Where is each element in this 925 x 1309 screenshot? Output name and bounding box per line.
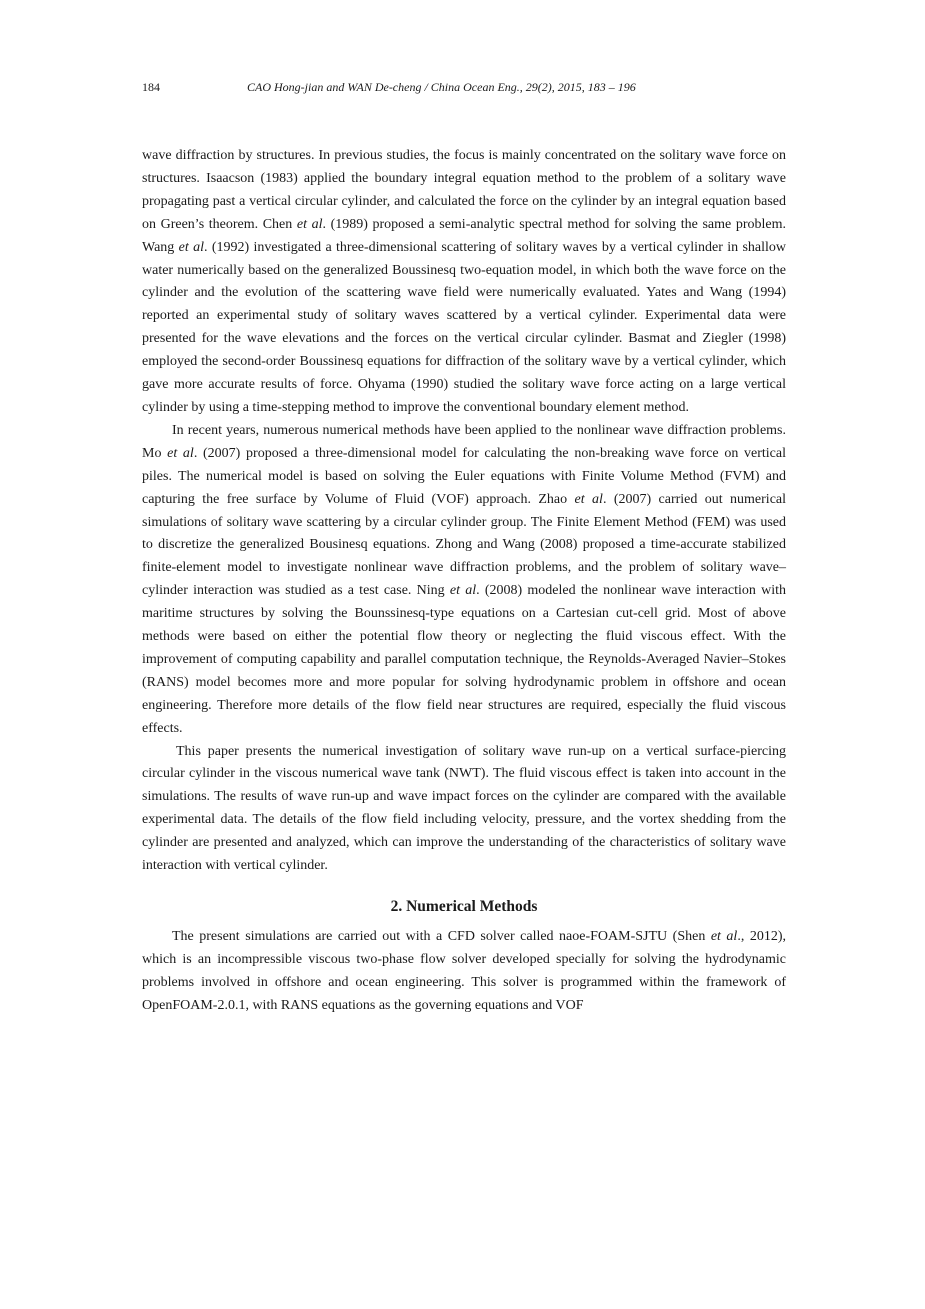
- italic-et-al: et al: [710, 929, 738, 944]
- page-number: 184: [142, 80, 160, 94]
- italic-et-al: et al: [296, 216, 323, 232]
- text-span: . (2007) proposed a three-dimensional model for calculating the non-breaking wave force on vertical piles. The numerical model is based on solving the Euler equations with Finite Volume Method (FVM) and capturing the free surface by Volume of Fluid (VOF) approach. Zhao: [142, 445, 786, 507]
- paragraph-prior-studies: [142, 145, 786, 420]
- journal-citation: CAO Hong-jian and WAN De-cheng / China Ocean Eng., 29(2), 2015, 183 – 196: [247, 80, 636, 94]
- italic-et-al: et al: [449, 583, 477, 599]
- text-span: . (1992) investigated a three-dimensional scattering of solitary waves by a vertical cylinder in shallow water numerically based on the generalized Boussinesq two-equation model, in which both the wave force on the cylinder and the evolution of the scattering wave field were numerically evaluated. Yates and Wang (1994) reported an experimental study of solitary waves scattered by a vertical cylinder. Experimental data were presented for the wave elevations and the forces on the vertical circular cylinder. Basmat and Ziegler (1998) employed the second-order Boussinesq equations for diffraction of the solitary wave by a vertical cylinder, which gave more accurate results of force. Ohyama (1990) studied the solitary wave force acting on a large vertical cylinder by using a time-stepping method to improve the conventional boundary element method.: [142, 239, 786, 415]
- text-span: wave diffraction by structures. In previous studies, the focus is mainly concentrated on the solitary wave force on structures. Isaacson (1983) applied the boundary integral equation method to the problem of a solitary wave propagating past a vertical circular cylinder, and calculated the force on the cylinder by an integral equation based on Green’s theorem. Chen: [142, 148, 786, 232]
- running-head: [142, 78, 786, 96]
- body-text: [142, 145, 786, 1018]
- text-span: In recent years, numerous numerical methods have been applied to the nonlinear wave diffraction problems. Mo: [142, 422, 786, 461]
- italic-et-al: et al: [574, 491, 603, 507]
- paragraph-paper-scope: [142, 741, 786, 878]
- paragraph-recent-methods: [142, 420, 786, 741]
- paragraph-numerical-methods: [142, 926, 786, 1018]
- text-span: The present simulations are carried out with a CFD solver called naoe-FOAM-SJTU (Shen: [172, 929, 711, 944]
- text-span: . (1989) proposed a semi-analytic spectral method for solving the same problem. Wang: [142, 216, 786, 255]
- text-span: . (2007) carried out numerical simulations of solitary wave scattering by a circular cylinder group. The Finite Element Method (FEM) was used to discretize the generalized Bousinesq equations. Zhong and Wang (2008) proposed a time-accurate stabilized finite-element model to investigate nonlinear wave diffraction problems, and the problem of solitary wave–cylinder interaction was studied as a test case. Ning: [142, 491, 787, 599]
- text-span: . (2008) modeled the nonlinear wave interaction with maritime structures by solving the Bounssinesq-type equations on a Cartesian cut-cell grid. Most of above methods were based on either the potential flow theory or neglecting the fluid viscous effect. With the improvement of computing capability and parallel computation technique, the Reynolds-Averaged Navier–Stokes (RANS) model becomes more and more popular for solving hydrodynamic problem in offshore and ocean engineering. Therefore more details of the flow field near structures are required, especially the fluid viscous effects.: [142, 583, 787, 736]
- section-heading: 2. Numerical Methods: [390, 898, 538, 915]
- italic-et-al: et al: [167, 445, 194, 461]
- text-span: This paper presents the numerical investigation of solitary wave run-up on a vertical surface-piercing circular cylinder in the viscous numerical wave tank (NWT). The fluid viscous effect is taken into account in the simulations. The results of wave run-up and wave impact forces on the cylinder are compared with the available experimental data. The details of the flow field including velocity, pressure, and the vortex shedding from the cylinder are presented and analyzed, which can improve the understanding of the characteristics of solitary wave interaction with vertical cylinder.: [142, 743, 786, 874]
- text-span: ., 2012), which is an incompressible viscous two-phase flow solver developed specially for solving the hydrodynamic problems involved in offshore and ocean engineering. This solver is programmed within the framework of OpenFOAM-2.0.1, with RANS equations as the governing equations and VOF: [142, 929, 786, 1013]
- italic-et-al: et al: [178, 239, 204, 255]
